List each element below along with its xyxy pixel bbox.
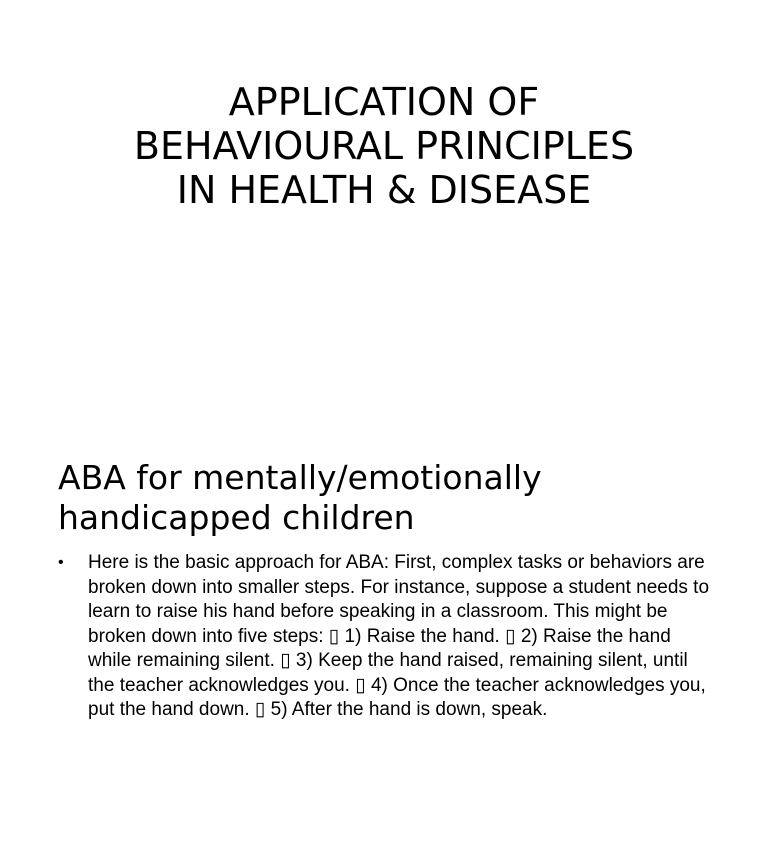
- bullet-icon: •: [58, 554, 64, 571]
- bullet-list: [58, 551, 714, 723]
- section-heading-line-2: handicapped children: [58, 498, 415, 537]
- slide-title-line-1: APPLICATION OF: [228, 80, 540, 124]
- list-item: [58, 551, 714, 723]
- section-heading: [58, 458, 718, 538]
- slide-title-line-2: BEHAVIOURAL PRINCIPLES: [133, 124, 635, 168]
- slide-title-line-3: IN HEALTH & DISEASE: [176, 168, 592, 212]
- bullet-text: Here is the basic approach for ABA: First, complex tasks or behaviors are broken down into smaller steps. For instance, suppose a student needs to learn to raise his hand before speaking in a classroom. This might be broken down into five steps: ▯ 1) Raise the hand. ▯ 2) Raise the hand while remaining silent. ▯ 3) Keep the hand raised, remaining silent, until the teacher acknowledges you. ▯ 4) Once the teacher acknowledges you, put the hand down. ▯ 5) After the hand is down, speak.: [88, 552, 710, 720]
- slide-title: [60, 80, 708, 212]
- section-heading-line-1: ABA for mentally/emotionally: [58, 458, 542, 497]
